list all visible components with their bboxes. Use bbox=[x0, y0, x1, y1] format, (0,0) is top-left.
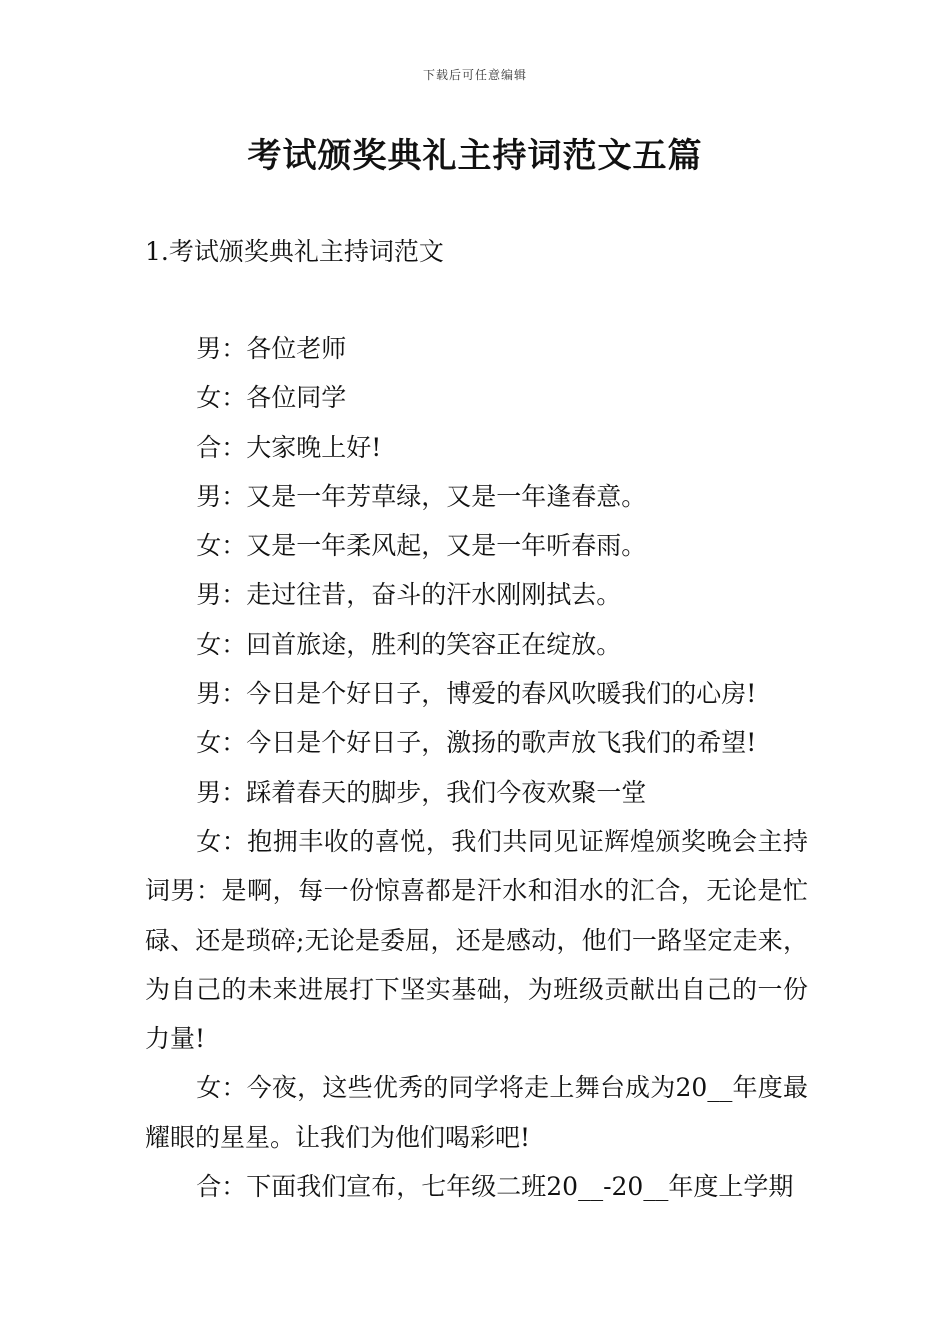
paragraph: 男：走过往昔，奋斗的汗水刚刚拭去。 bbox=[196, 580, 622, 610]
paragraph: 合：下面我们宣布，七年级二班20__-20__年度上学期 bbox=[196, 1172, 794, 1202]
paragraph: 男：又是一年芳草绿，又是一年逢春意。 bbox=[196, 481, 647, 511]
paragraph: 女：各位同学 bbox=[196, 383, 347, 413]
paragraph: 女：回首旅途，胜利的笑容正在绽放。 bbox=[196, 629, 622, 659]
document-body bbox=[145, 324, 808, 1211]
paragraph: 合：大家晚上好! bbox=[196, 432, 382, 462]
document-title: 考试颁奖典礼主持词范文五篇 bbox=[247, 136, 703, 176]
header-note: 下载后可任意编辑 bbox=[422, 68, 527, 82]
paragraph: 男：今日是个好日子，博爱的春风吹暖我们的心房! bbox=[196, 679, 757, 709]
paragraph: 女：抱拥丰收的喜悦，我们共同见证辉煌颁奖晚会主持词男：是啊，每一份惊喜都是汗水和泪水的汇合，无论是忙碌、还是琐碎;无论是委屈，还是感动，他们一路坚定走来，为自己的未来进展打下坚实基础，为班级贡献出自己的一份力量! bbox=[145, 826, 808, 1054]
section-heading: 1.考试颁奖典礼主持词范文 bbox=[145, 237, 444, 266]
paragraph: 女：今夜，这些优秀的同学将走上舞台成为20__年度最耀眼的星星。让我们为他们喝彩吧! bbox=[145, 1073, 808, 1152]
paragraph: 男：各位老师 bbox=[196, 334, 347, 363]
paragraph: 男：踩着春天的脚步，我们今夜欢聚一堂 bbox=[196, 777, 647, 807]
paragraph: 女：又是一年柔风起，又是一年听春雨。 bbox=[196, 531, 647, 561]
paragraph: 女：今日是个好日子，激扬的歌声放飞我们的希望! bbox=[196, 728, 757, 758]
